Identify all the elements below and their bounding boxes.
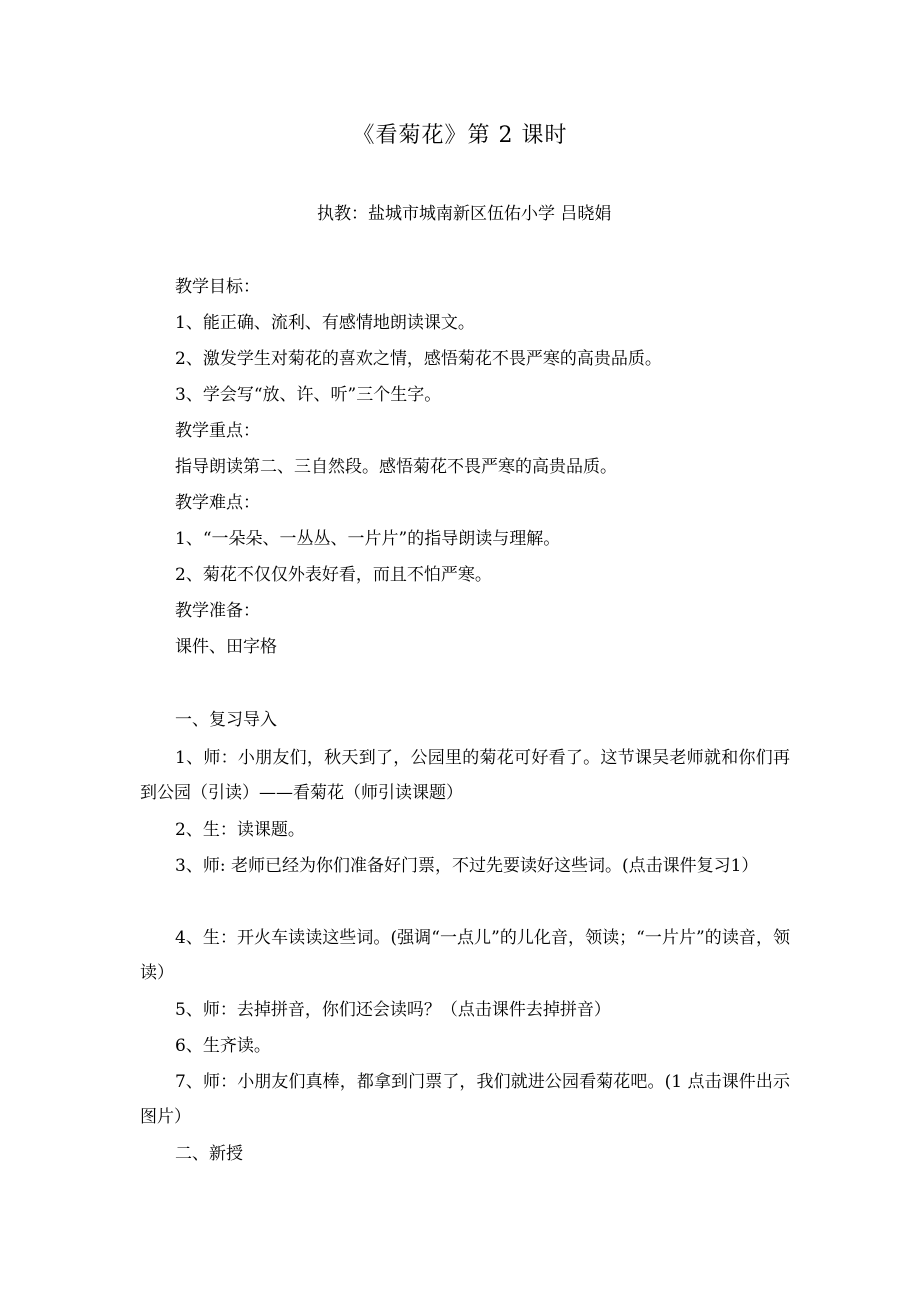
lesson-step: 5、师：去掉拼音，你们还会读吗？（点击课件去掉拼音）	[175, 1000, 611, 1020]
section-heading: 二、新授	[175, 1144, 243, 1164]
difficulty-item: 1、“一朵朵、一丛丛、一片片”的指导朗读与理解。	[175, 529, 561, 549]
objective-item: 3、学会写“放、许、听”三个生字。	[175, 385, 442, 405]
key-points-text: 指导朗读第二、三自然段。感悟菊花不畏严寒的高贵品质。	[175, 457, 617, 477]
preparation-text: 课件、田字格	[175, 637, 277, 657]
difficulty-item: 2、菊花不仅仅外表好看，而且不怕严寒。	[175, 565, 492, 585]
lesson-step: 6、生齐读。	[175, 1036, 271, 1056]
lesson-step: 2、生：读课题。	[175, 820, 305, 840]
lesson-step: 4、生：开火车读读这些词。(强调“一点儿”的儿化音，领读；“一片片”的读音，领读）	[140, 928, 790, 983]
section-heading: 一、复习导入	[175, 710, 277, 730]
author-line: 执教：盐城市城南新区伍佑小学 吕晓娟	[317, 204, 612, 224]
objective-item: 2、激发学生对菊花的喜欢之情，感悟菊花不畏严寒的高贵品质。	[175, 349, 662, 369]
preparation-heading: 教学准备：	[175, 601, 260, 621]
objective-item: 1、能正确、流利、有感情地朗读课文。	[175, 313, 475, 333]
lesson-step: 7、师：小朋友们真棒，都拿到门票了，我们就进公园看菊花吧。(1 点击课件出示图片）	[140, 1072, 790, 1127]
difficulties-heading: 教学难点：	[175, 493, 260, 513]
lesson-step: 1、师：小朋友们，秋天到了，公园里的菊花可好看了。这节课吴老师就和你们再到公园（引读）——看菊花（师引读课题）	[140, 748, 790, 803]
key-points-heading: 教学重点：	[175, 421, 260, 441]
objectives-heading: 教学目标：	[175, 277, 260, 297]
lesson-step: 3、师: 老师已经为你们准备好门票，不过先要读好这些词。(点击课件复习1）	[175, 856, 759, 876]
document-title: 《看菊花》第 2 课时	[352, 123, 568, 148]
